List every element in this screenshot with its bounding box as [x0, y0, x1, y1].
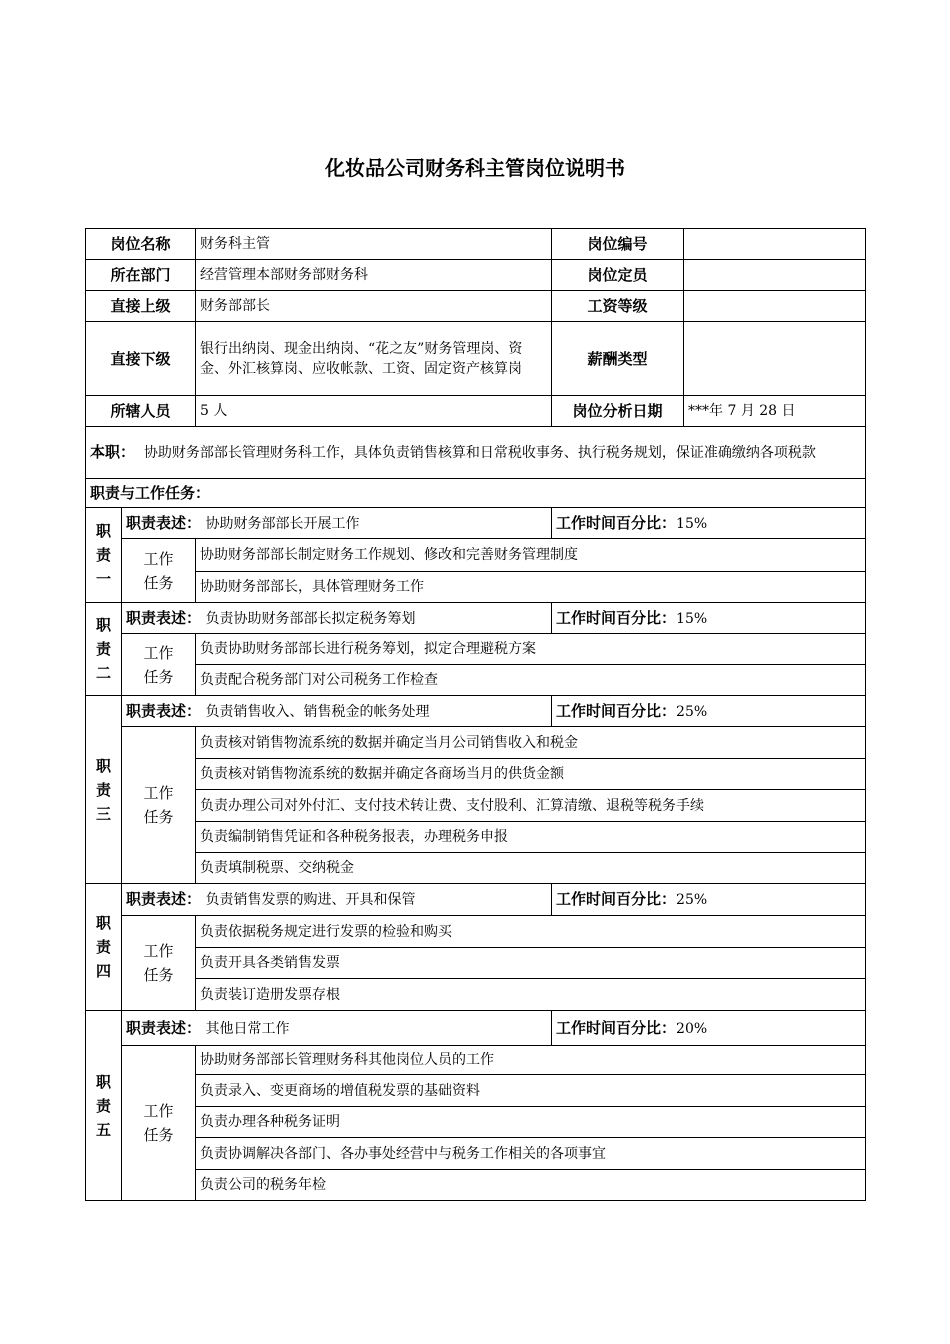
duty-1-desc: 协助财务部部长开展工作	[205, 515, 360, 532]
duty-5-pct-cell	[552, 1011, 866, 1046]
duty-5-task-1: 协助财务部部长管理财务科其他岗位人员的工作	[196, 1046, 866, 1075]
duty-2-pct-cell	[552, 603, 866, 634]
duty-2-name: 职责二	[95, 616, 111, 682]
wage-grade-value	[684, 291, 866, 322]
dept-label: 所在部门	[86, 260, 196, 291]
job-description-table	[85, 228, 866, 1201]
analysis-date-label: 岗位分析日期	[552, 396, 684, 427]
pay-type-value	[684, 322, 866, 396]
duty-5-task-4: 负责协调解决各部门、各办事处经营中与税务工作相关的各项事宜	[196, 1138, 866, 1170]
duty-5-task-label	[122, 1046, 196, 1201]
duty-5-desc: 其他日常工作	[205, 1020, 290, 1037]
duty-summary	[86, 427, 866, 479]
duty-5-name: 职责五	[95, 1072, 111, 1139]
duty-2-task-2: 负责配合税务部门对公司税务工作检查	[196, 665, 866, 696]
duty-1-task-label-text: 工作任务	[143, 549, 174, 592]
duty-3-pct-cell	[552, 696, 866, 727]
duties-header: 职责与工作任务：	[86, 479, 866, 508]
superior-value: 财务部部长	[196, 291, 552, 322]
duty-4-desc: 负责销售发票的购进、开具和保管	[205, 892, 416, 908]
duty-4-pct-label: 工作时间百分比：	[556, 890, 677, 908]
duty-3-task-3: 负责办理公司对外付汇、支付技术转让费、支付股利、汇算清缴、退税等税务手续	[196, 790, 866, 822]
duty-4-task-3: 负责装订造册发票存根	[196, 979, 866, 1011]
duty-1-name: 职责一	[95, 522, 111, 588]
duty-4-name: 职责四	[95, 914, 111, 980]
duty-1-task-1: 协助财务部部长制定财务工作规划、修改和完善财务管理制度	[196, 539, 866, 572]
duty-1-pct-label: 工作时间百分比：	[556, 513, 677, 532]
duty-4-desc-cell	[122, 884, 552, 916]
duty-2-task-1: 负责协助财务部部长进行税务筹划，拟定合理避税方案	[196, 634, 866, 665]
duty-5-task-label-text: 工作任务	[143, 1102, 174, 1144]
duty-4-task-label-text: 工作任务	[143, 942, 174, 984]
headcount-value	[684, 260, 866, 291]
wage-grade-label: 工资等级	[552, 291, 684, 322]
duty-4-task-1: 负责依据税务规定进行发票的检验和购买	[196, 916, 866, 948]
duty-3-desc: 负责销售收入、销售税金的帐务处理	[205, 703, 430, 720]
duty-1-task-2: 协助财务部部长，具体管理财务工作	[196, 572, 866, 603]
duty-4-pct: 25%	[676, 892, 708, 908]
duty-3-task-label-text: 工作任务	[143, 784, 174, 826]
duty-4-task-label	[122, 916, 196, 1011]
staff-value: 5 人	[196, 396, 552, 427]
duty-1-desc-cell	[122, 508, 552, 539]
staff-label: 所辖人员	[86, 396, 196, 427]
analysis-date-value: ***年 7 月 28 日	[684, 396, 866, 427]
duty-2-desc-cell	[122, 603, 552, 634]
duty-1-task-label	[122, 539, 196, 603]
duty-3-pct-label: 工作时间百分比：	[556, 701, 677, 720]
headcount-label: 岗位定员	[552, 260, 684, 291]
duty-2-task-label-text: 工作任务	[143, 643, 174, 686]
duty-5-task-3: 负责办理各种税务证明	[196, 1107, 866, 1138]
duty-summary-label: 本职：	[90, 443, 136, 461]
duty-5-desc-label: 职责表述：	[126, 1018, 202, 1037]
duty-5-pct-label: 工作时间百分比：	[556, 1018, 677, 1037]
duty-4-desc-label: 职责表述：	[126, 890, 202, 908]
document-title: 化妆品公司财务科主管岗位说明书	[325, 156, 625, 180]
duty-1-pct-cell	[552, 508, 866, 539]
duty-2-pct-label: 工作时间百分比：	[556, 608, 677, 627]
duty-3-task-1: 负责核对销售物流系统的数据并确定当月公司销售收入和税金	[196, 727, 866, 759]
duty-4-pct-cell	[552, 884, 866, 916]
subordinate-value: 银行出纳岗、现金出纳岗、“花之友”财务管理岗、资金、外汇核算岗、应收帐款、工资、固定资产核算岗	[196, 322, 552, 396]
duty-2-desc-label: 职责表述：	[126, 608, 202, 627]
superior-label: 直接上级	[86, 291, 196, 322]
duty-3-name: 职责三	[95, 756, 111, 823]
duty-5-desc-cell	[122, 1011, 552, 1046]
duty-3-task-4: 负责编制销售凭证和各种税务报表，办理税务申报	[196, 822, 866, 853]
duty-3-task-label	[122, 727, 196, 884]
duty-5-label	[86, 1011, 122, 1201]
duty-3-desc-cell	[122, 696, 552, 727]
duty-2-task-label	[122, 634, 196, 696]
subordinate-label: 直接下级	[86, 322, 196, 396]
duty-2-pct: 15%	[676, 610, 708, 627]
dept-value: 经营管理本部财务部财务科	[196, 260, 552, 291]
pay-type-label: 薪酬类型	[552, 322, 684, 396]
duty-1-label	[86, 508, 122, 603]
duty-2-label	[86, 603, 122, 696]
duty-1-desc-label: 职责表述：	[126, 513, 202, 532]
duty-2-desc: 负责协助财务部部长拟定税务筹划	[205, 610, 416, 627]
duty-4-label	[86, 884, 122, 1011]
job-name-value: 财务科主管	[196, 229, 552, 260]
duty-3-task-2: 负责核对销售物流系统的数据并确定各商场当月的供货金额	[196, 759, 866, 790]
duty-3-task-5: 负责填制税票、交纳税金	[196, 853, 866, 884]
duty-4-task-2: 负责开具各类销售发票	[196, 948, 866, 979]
job-code-value	[684, 229, 866, 260]
duty-5-task-2: 负责录入、变更商场的增值税发票的基础资料	[196, 1075, 866, 1107]
job-code-label: 岗位编号	[552, 229, 684, 260]
duty-5-task-5: 负责公司的税务年检	[196, 1170, 866, 1201]
duty-3-desc-label: 职责表述：	[126, 701, 202, 720]
duty-3-pct: 25%	[676, 703, 708, 720]
duty-5-pct: 20%	[676, 1020, 708, 1037]
duty-3-label	[86, 696, 122, 884]
duty-1-pct: 15%	[676, 515, 708, 532]
job-name-label: 岗位名称	[86, 229, 196, 260]
duty-summary-text: 协助财务部部长管理财务科工作，具体负责销售核算和日常税收事务、执行税务规划，保证准确缴纳各项税款	[143, 445, 816, 461]
